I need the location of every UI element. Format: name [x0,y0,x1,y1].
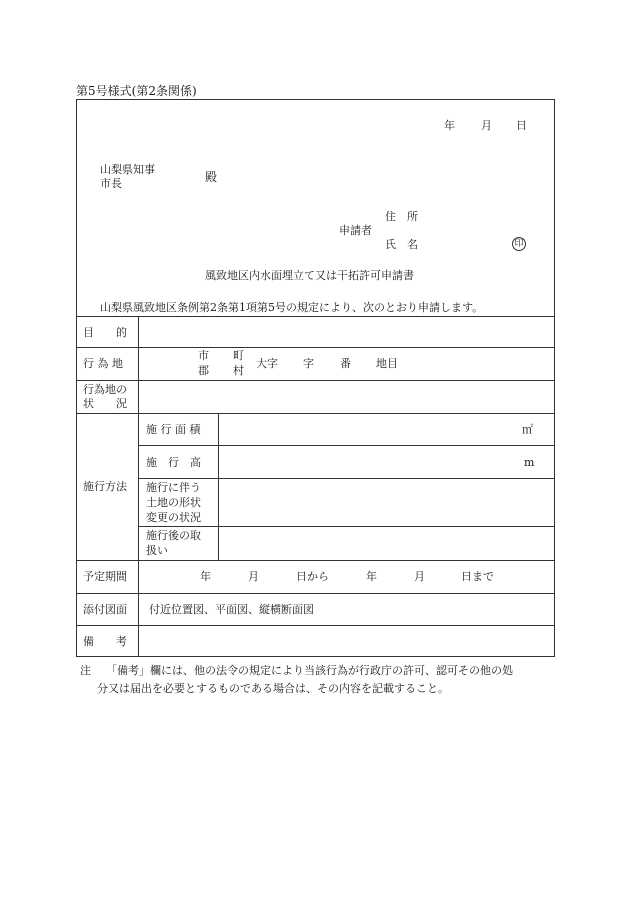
row-divider [138,478,555,479]
location-town: 町 [233,349,244,362]
label-site-condition-line2: 状 況 [83,397,127,410]
label-method-after-line2: 扱い [146,544,168,557]
row-divider [76,560,555,561]
seal-mark: 印 [512,237,526,251]
row-divider [138,526,555,527]
addressee-mayor: 市長 [100,177,122,190]
label-method: 施行方法 [83,480,127,493]
addressee-honorific: 殿 [205,170,218,184]
label-purpose: 目 的 [83,326,127,339]
column-divider [138,316,139,657]
schedule-start-year: 年 [200,570,211,583]
form-number: 第5号様式(第2条関係) [76,84,197,98]
schedule-end-month: 月 [414,570,425,583]
date-year-label: 年 [444,119,455,132]
address-label: 住 所 [385,210,418,223]
row-divider [76,625,555,626]
row-divider [76,593,555,594]
name-label: 氏 名 [385,238,418,251]
label-method-area: 施 行 面 積 [146,423,201,436]
label-site-condition-line1: 行為地の [83,383,127,396]
schedule-end-day: 日まで [461,570,494,583]
column-divider [218,413,219,560]
location-chimoku: 地目 [376,357,398,370]
date-day-label: 日 [516,119,527,132]
label-method-change-line1: 施行に伴う [146,481,201,494]
note-line-1: 「備考」欄には、他の法令の規定により当該行為が行政庁の許可、認可その他の処 [106,664,513,677]
unit-square-meters: ㎡ [522,423,533,436]
label-schedule: 予定期間 [83,570,127,583]
location-banchi: 番 [340,357,351,370]
label-location: 行 為 地 [83,357,123,370]
note-line-2: 分又は届出を必要とするものである場合は、その内容を記載すること。 [97,682,449,695]
row-divider [138,445,555,446]
unit-meters: m [524,456,535,469]
intro-statement: 山梨県風致地区条例第2条第1項第5号の規定により、次のとおり申請します。 [100,301,484,314]
label-method-change-line2: 土地の形状 [146,496,201,509]
location-city: 市 [198,349,209,362]
label-attachments: 添付図面 [83,603,127,616]
label-method-height: 施 行 高 [146,456,201,469]
addressee-governor: 山梨県知事 [100,163,155,176]
location-oaza: 大字 [256,357,278,370]
schedule-end-year: 年 [366,570,377,583]
row-divider [76,316,555,317]
location-village: 村 [233,364,244,377]
document-title: 風致地区内水面埋立て又は干拓許可申請書 [205,269,414,282]
row-divider [76,347,555,348]
row-divider [76,380,555,381]
schedule-start-day: 日から [296,570,329,583]
label-method-after-line1: 施行後の取 [146,529,201,542]
location-aza: 字 [303,357,314,370]
label-remarks: 備 考 [83,635,127,648]
label-method-change-line3: 変更の状況 [146,511,201,524]
row-divider [76,413,555,414]
location-gun: 郡 [198,364,209,377]
note-marker: 注 [80,664,91,677]
attachments-value: 付近位置図、平面図、縦横断面図 [149,603,314,616]
applicant-label: 申請者 [339,224,372,237]
schedule-start-month: 月 [248,570,259,583]
date-month-label: 月 [481,119,492,132]
